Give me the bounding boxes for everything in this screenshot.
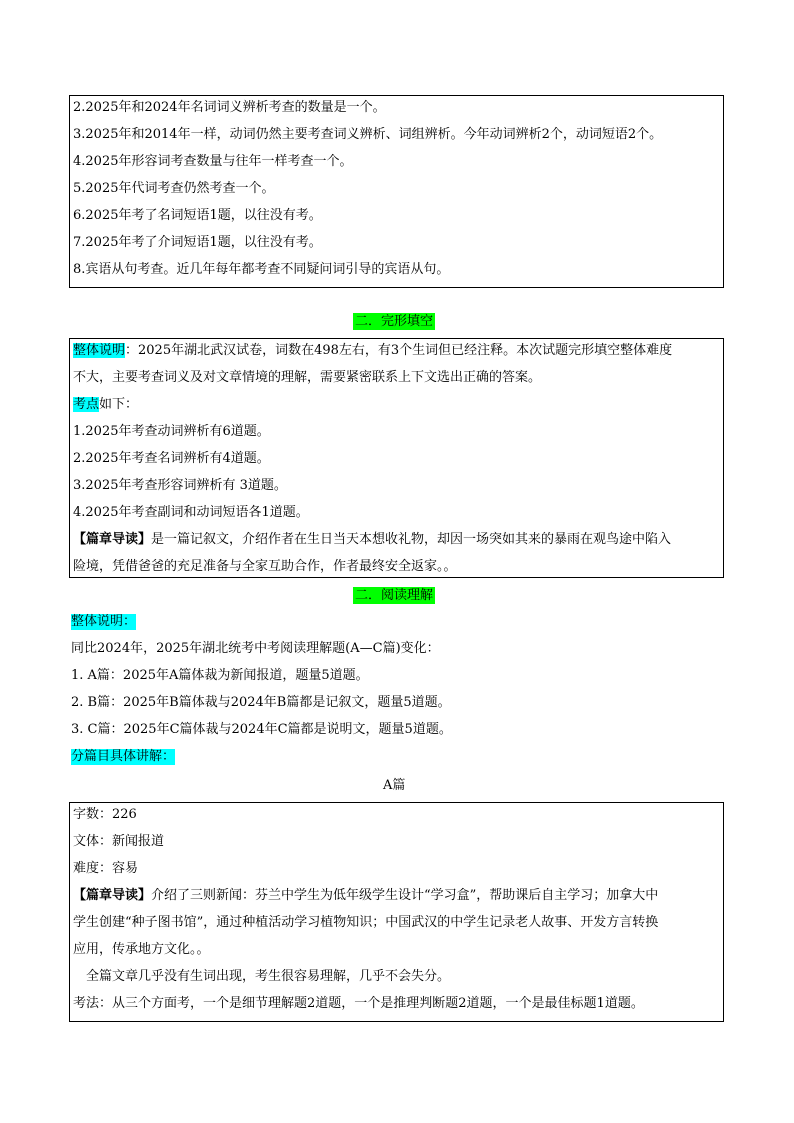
point-item: 3.2025年考查形容词辨析有 3道题。	[73, 478, 287, 493]
reading-overall-label: 整体说明：	[71, 614, 137, 629]
box1-line: 6.2025年考了名词短语1题，以往没有考。	[73, 208, 322, 223]
box1-line: 3.2025年和2014年一样，动词仍然主要考查词义辨析、词组辨析。今年动词辨析2个，动词短语2个。	[73, 127, 663, 142]
point-item: 4.2025年考查副词和动词短语各1道题。	[73, 505, 309, 520]
reading-item: 1. A篇：2025年A篇体裁为新闻报道，题量5道题。	[71, 668, 369, 683]
point-item: 1.2025年考查动词辨析有6道题。	[73, 424, 270, 439]
guide-label: 【篇章导读】	[73, 888, 152, 903]
exam-method: 考法：从三个方面考，一个是细节理解题2道题，一个是推理判断题2道题，一个是最佳标题1道题。	[73, 996, 644, 1011]
passage-a-box	[69, 802, 724, 1022]
guide-text: 【篇章导读】是一篇记叙文，介绍作者在生日当天本想收礼物，却因一场突如其来的暴雨在观鸟途中陷入	[73, 532, 672, 547]
difficulty: 难度：容易	[73, 861, 139, 876]
vocab-note: 全篇文章几乎没有生词出现，考生很容易理解，几乎不会失分。	[86, 969, 451, 984]
detail-label: 分篇目具体讲解：	[71, 749, 176, 764]
part-title: A篇	[383, 778, 406, 793]
overall-label: 整体说明	[73, 343, 126, 358]
cloze-box	[69, 338, 724, 578]
passage-guide: 【篇章导读】介绍了三则新闻：芬兰中学生为低年级学生设计“学习盒”，帮助课后自主学习；加拿大中	[73, 888, 659, 903]
points-heading: 考点如下：	[73, 397, 139, 412]
overall-description: 整体说明：2025年湖北武汉试卷，词数在498左右，有3个生词但已经注释。本次试题完形填空整体难度	[73, 343, 673, 358]
box1-line: 5.2025年代词考查仍然考查一个。	[73, 181, 275, 196]
guide-label: 【篇章导读】	[73, 532, 152, 547]
vocab-analysis-box	[69, 95, 724, 288]
reading-item: 2. B篇：2025年B篇体裁与2024年B篇都是记叙文，题量5道题。	[71, 695, 451, 710]
word-count: 字数：226	[73, 807, 137, 822]
section-heading-reading: 二．阅读理解	[355, 588, 434, 603]
reading-intro: 同比2024年，2025年湖北统考中考阅读理解题(A—C篇)变化：	[71, 641, 440, 656]
box1-line: 4.2025年形容词考查数量与往年一样考查一个。	[73, 154, 353, 169]
guide-text-cont: 险境，凭借爸爸的充足准备与全家互助合作，作者最终安全返家。。	[73, 559, 457, 574]
box1-line: 2.2025年和2024年名词词义辨析考查的数量是一个。	[73, 100, 386, 115]
reading-item: 3. C篇：2025年C篇体裁与2024年C篇都是说明文，题量5道题。	[71, 722, 452, 737]
overall-description-cont: 不大，主要考查词义及对文章情境的理解，需要紧密联系上下文选出正确的答案。	[73, 370, 542, 385]
section-heading-cloze: 二．完形填空	[355, 314, 434, 329]
genre: 文体：新闻报道	[73, 834, 165, 849]
points-label: 考点	[73, 397, 100, 412]
box1-line: 7.2025年考了介词短语1题，以往没有考。	[73, 235, 322, 250]
point-item: 2.2025年考查名词辨析有4道题。	[73, 451, 270, 466]
box1-line: 8.宾语从句考查。近几年每年都考查不同疑问词引导的宾语从句。	[73, 262, 450, 277]
passage-guide-cont: 应用，传承地方文化。。	[73, 942, 210, 957]
passage-guide-cont: 学生创建“种子图书馆”，通过种植活动学习植物知识；中国武汉的中学生记录老人故事、开发方言转换	[73, 915, 659, 930]
